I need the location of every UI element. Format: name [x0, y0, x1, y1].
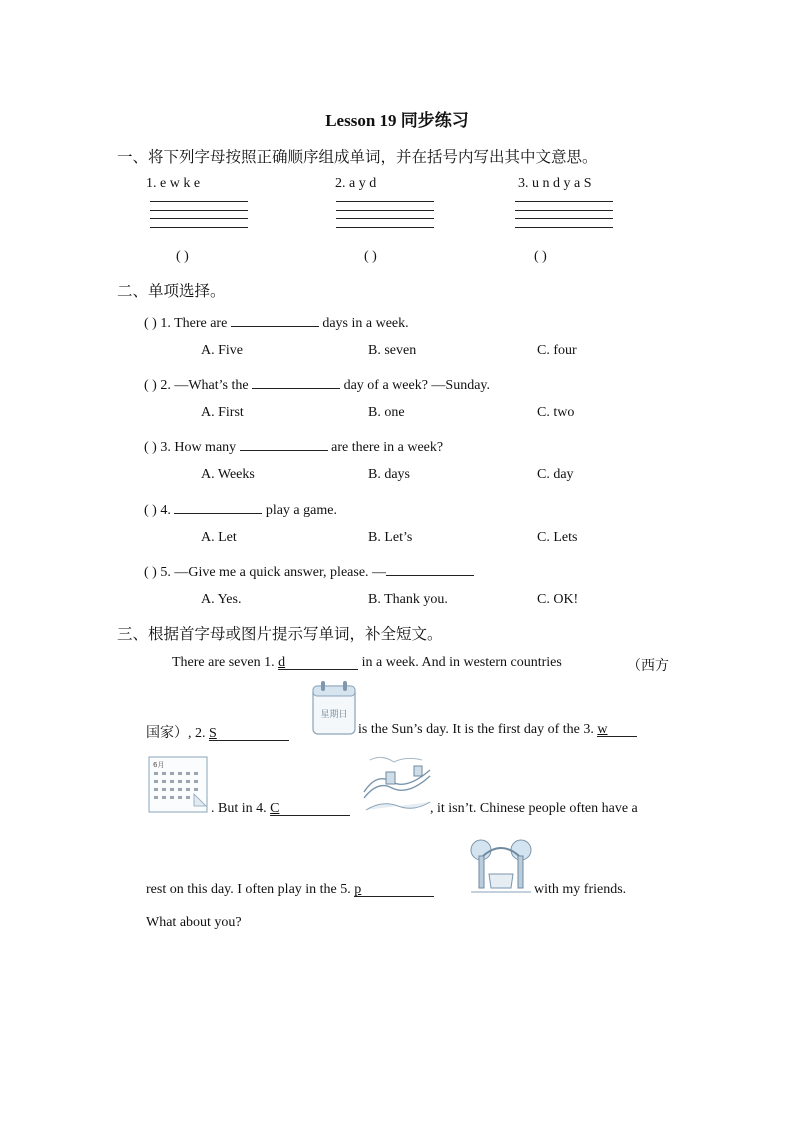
fill-blank-1[interactable] — [278, 655, 358, 670]
question-text-pre: There are — [174, 316, 228, 331]
answer-lines-3[interactable] — [515, 201, 613, 235]
passage-line-2b — [358, 722, 637, 738]
passage-line-3a — [211, 801, 350, 817]
answer-paren[interactable]: ( ) — [144, 503, 157, 518]
blank-hint: p — [354, 882, 362, 897]
question-number: 5. — [160, 565, 171, 580]
option-a[interactable]: A. Let — [201, 530, 237, 545]
answer-lines-2[interactable] — [336, 201, 434, 235]
question-row — [144, 312, 409, 332]
option-b[interactable]: B. one — [368, 405, 405, 420]
option-b[interactable]: B. days — [368, 467, 410, 482]
page-title: Lesson 19 同步练习 — [325, 111, 469, 130]
answer-paren[interactable]: ( ) — [144, 440, 157, 455]
month-label: 6月 — [153, 761, 165, 769]
scramble-word-3: 3. u n d y a S — [518, 176, 592, 191]
passage-line-4a — [146, 882, 434, 898]
option-a[interactable]: A. Five — [201, 343, 243, 358]
calendar-day-label: 星期日 — [320, 710, 348, 720]
fill-blank-2[interactable] — [209, 726, 289, 741]
option-a[interactable]: A. First — [201, 405, 244, 420]
answer-paren[interactable]: ( ) — [144, 378, 157, 393]
passage-text: rest on this day. I often play in the 5. — [146, 882, 351, 897]
option-c[interactable]: C. four — [537, 343, 577, 358]
section2-heading: 二、单项选择。 — [117, 283, 226, 300]
answer-blank[interactable] — [174, 499, 262, 514]
question-text-post: play a game. — [265, 503, 337, 518]
question-row — [144, 499, 337, 519]
passage-line-2a — [146, 722, 289, 742]
question-row — [144, 436, 443, 456]
passage-text: There are seven 1. — [172, 655, 275, 670]
question-text-post: are there in a week? — [331, 440, 444, 455]
passage-line-3b: , it isn’t. Chinese people often have a — [430, 801, 638, 816]
park-image — [469, 834, 533, 898]
section1-heading: 一、将下列字母按照正确顺序组成单词，并在括号内写出其中文意思。 — [117, 149, 598, 166]
option-c[interactable]: C. Lets — [537, 530, 578, 545]
passage-text: is the Sun’s day. It is the first day of the 3. — [358, 722, 594, 737]
passage-note: （西方 — [627, 659, 669, 674]
passage-line-4b: with my friends. — [534, 882, 627, 897]
blank-hint: w — [597, 722, 608, 737]
option-c[interactable]: C. OK! — [537, 592, 579, 607]
option-a[interactable]: A. Yes. — [201, 592, 242, 607]
great-wall-image — [362, 752, 432, 814]
scramble-word-2: 2. a y d — [335, 176, 377, 191]
meaning-paren-2[interactable]: ( ) — [364, 249, 377, 264]
fill-blank-5[interactable] — [354, 882, 434, 897]
question-number: 1. — [160, 316, 171, 331]
option-c[interactable]: C. two — [537, 405, 575, 420]
fill-blank-4[interactable] — [270, 801, 350, 816]
question-number: 4. — [160, 503, 171, 518]
section3-heading: 三、根据首字母或图片提示写单词，补全短文。 — [117, 626, 443, 643]
month-calendar-image — [148, 756, 210, 814]
question-text-pre: —Give me a quick answer, please. — — [174, 565, 387, 580]
blank-hint: S — [209, 726, 217, 741]
answer-blank[interactable] — [252, 374, 340, 389]
meaning-paren-3[interactable]: ( ) — [534, 249, 547, 264]
answer-blank[interactable] — [240, 436, 328, 451]
answer-lines-1[interactable] — [150, 201, 248, 235]
passage-text: . But in 4. — [211, 801, 267, 816]
fill-blank-3[interactable] — [597, 722, 637, 737]
blank-hint: d — [278, 655, 286, 670]
answer-paren[interactable]: ( ) — [144, 565, 157, 580]
passage-line-5: What about you? — [146, 915, 242, 930]
question-row — [144, 561, 474, 581]
answer-blank[interactable] — [231, 312, 319, 327]
answer-paren[interactable]: ( ) — [144, 316, 157, 331]
option-b[interactable]: B. seven — [368, 343, 417, 358]
passage-line-1 — [172, 655, 562, 671]
answer-blank[interactable] — [386, 561, 474, 576]
calendar-sunday-image — [312, 680, 358, 738]
option-b[interactable]: B. Let’s — [368, 530, 413, 545]
option-c[interactable]: C. day — [537, 467, 574, 482]
passage-text: 国家）, 2. — [146, 726, 206, 741]
question-row — [144, 374, 490, 394]
question-text-post: days in a week. — [322, 316, 409, 331]
passage-text: in a week. And in western countries — [361, 655, 562, 670]
scramble-word-1: 1. e w k e — [146, 176, 201, 191]
option-b[interactable]: B. Thank you. — [368, 592, 448, 607]
question-number: 2. — [160, 378, 171, 393]
meaning-paren-1[interactable]: ( ) — [176, 249, 189, 264]
question-text-pre: How many — [174, 440, 237, 455]
question-text-pre: —What’s the — [174, 378, 249, 393]
question-number: 3. — [160, 440, 171, 455]
option-a[interactable]: A. Weeks — [201, 467, 255, 482]
question-text-post: day of a week? —Sunday. — [343, 378, 491, 393]
blank-hint: C — [270, 801, 280, 816]
